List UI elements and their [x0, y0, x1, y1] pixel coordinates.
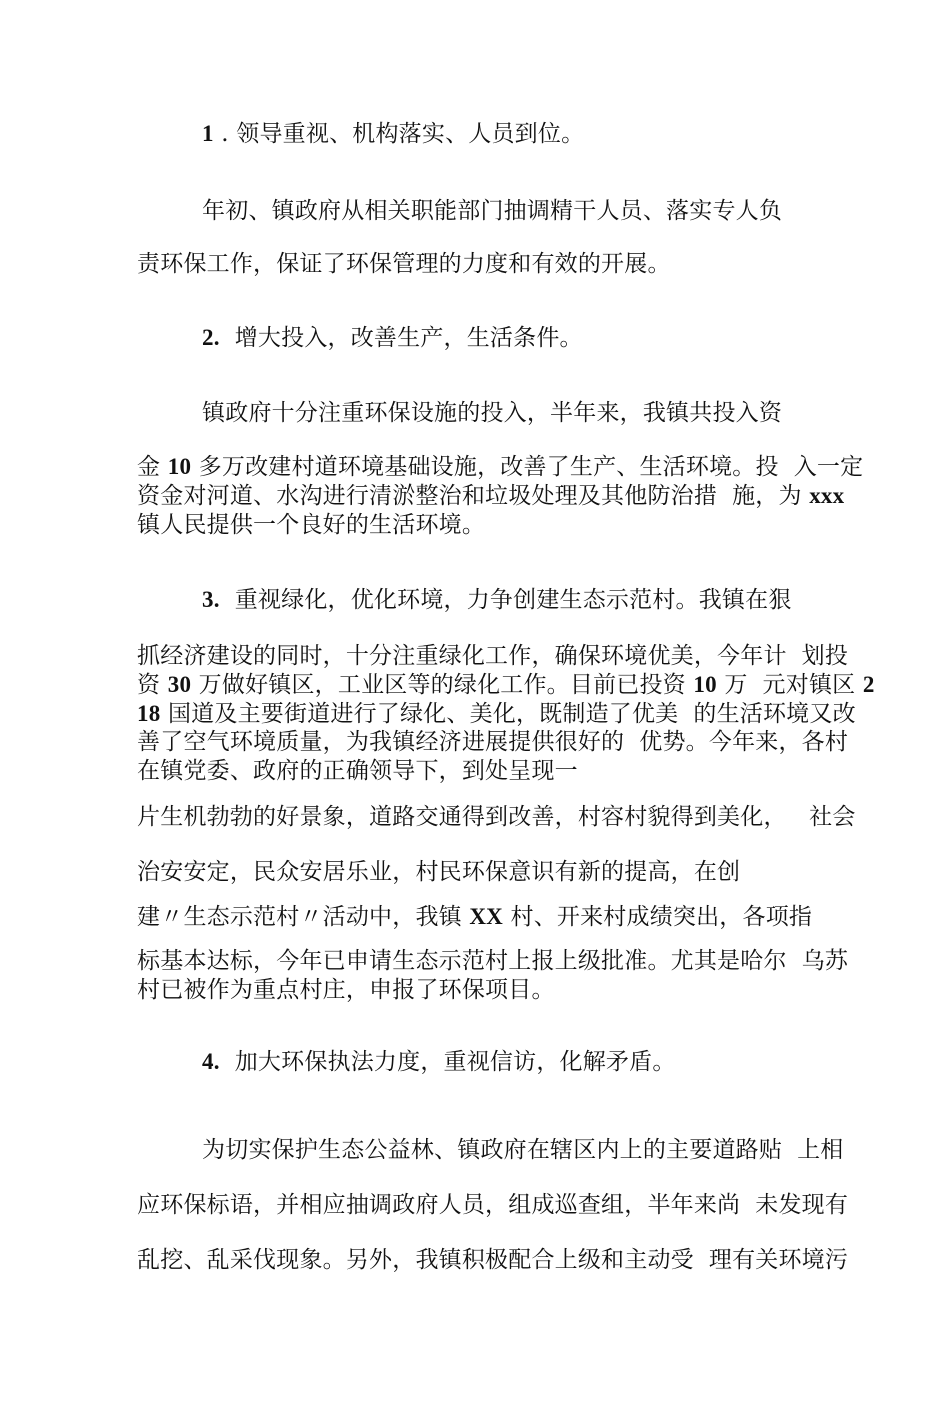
paragraph-line: [107, 1218, 848, 1302]
heading-text: 加大环保执法力度，重视信访，化解矛盾。: [219, 1049, 676, 1075]
heading-text: 重视绿化，优化环境，力争创建生态示范村。我镇在狠: [219, 587, 792, 613]
heading-number: 1: [202, 121, 214, 146]
line-text: 年初、镇政府从相关职能部门抽调精干人员、落实专人负: [202, 198, 783, 224]
heading-2: [172, 296, 583, 380]
line-text: 万 元对镇区: [716, 672, 863, 698]
line-text: 万做好镇区，工业区等的绿化工作。目前已投资: [191, 672, 694, 698]
line-text: 镇人民提供一个良好的生活环境。: [137, 512, 486, 538]
line-text: 在镇党委、政府的正确领导下，到处呈现一: [137, 758, 578, 784]
line-text: 金: [137, 454, 168, 480]
paragraph-line: [107, 483, 485, 567]
heading-4: [172, 1020, 676, 1104]
line-text: 责环保工作，保证了环保管理的力度和有效的开展。: [137, 251, 671, 277]
number-text: 10: [167, 454, 192, 479]
line-text: 镇政府十分注重环保设施的投入，半年来，我镇共投入资: [202, 400, 783, 426]
line-text: 乱挖、乱采伐现象。另外，我镇积极配合上级和主动受 理有关环境污: [137, 1247, 849, 1273]
line-text: 标基本达标，今年已申请生态示范村上报上级批准。尤其是哈尔 乌苏: [137, 948, 849, 974]
line-text: 国道及主要街道进行了绿化、美化，既制造了优美 的生活环境又改: [160, 701, 856, 727]
heading-number: 2.: [202, 325, 220, 350]
line-text: 抓经济建设的同时，十分注重绿化工作，确保环境优美，今年计 划投: [137, 643, 849, 669]
line-text: 治安安定，民众安居乐业，村民环保意识有新的提高，在创: [137, 859, 741, 885]
heading-number: 4.: [202, 1049, 220, 1074]
number-text: 30: [167, 672, 192, 697]
line-text: 村已被作为重点村庄，申报了环保项目。: [137, 977, 555, 1003]
line-text: 建〃生态示范村〃活动中，我镇: [137, 904, 470, 930]
line-text: 为切实保护生态公益林、镇政府在辖区内上的主要道路贴 上相: [202, 1137, 844, 1163]
line-text: 资金对河道、水沟进行清淤整治和垃圾处理及其他防治措 施，为: [137, 483, 810, 509]
number-text: 18: [137, 701, 161, 726]
line-text: 善了空气环境质量，为我镇经济进展提供很好的 优势。今年来，各村: [137, 729, 849, 755]
heading-number: 3.: [202, 587, 220, 612]
line-text: 村、开来村成绩突出，各项指: [502, 904, 813, 930]
number-text: 2: [862, 672, 875, 697]
line-text: 多万改建村道环境基础设施，改善了生产、生活环境。投 入一定: [191, 454, 864, 480]
number-text: XX: [469, 904, 503, 929]
line-text: 应环保标语，并相应抽调政府人员，组成巡查组，半年来尚 未发现有: [137, 1192, 849, 1218]
heading-text: 增大投入，改善生产，生活条件。: [219, 325, 583, 351]
line-text: 片生机勃勃的好景象，道路交通得到改善，村容村貌得到美化， 社会: [137, 804, 856, 830]
heading-text: . 领导重视、机构落实、人员到位。: [213, 121, 585, 147]
line-text: 资: [137, 672, 168, 698]
number-text: xxx: [809, 483, 845, 508]
heading-1: [172, 92, 584, 176]
paragraph-line: [107, 222, 671, 306]
number-text: 10: [693, 672, 717, 697]
